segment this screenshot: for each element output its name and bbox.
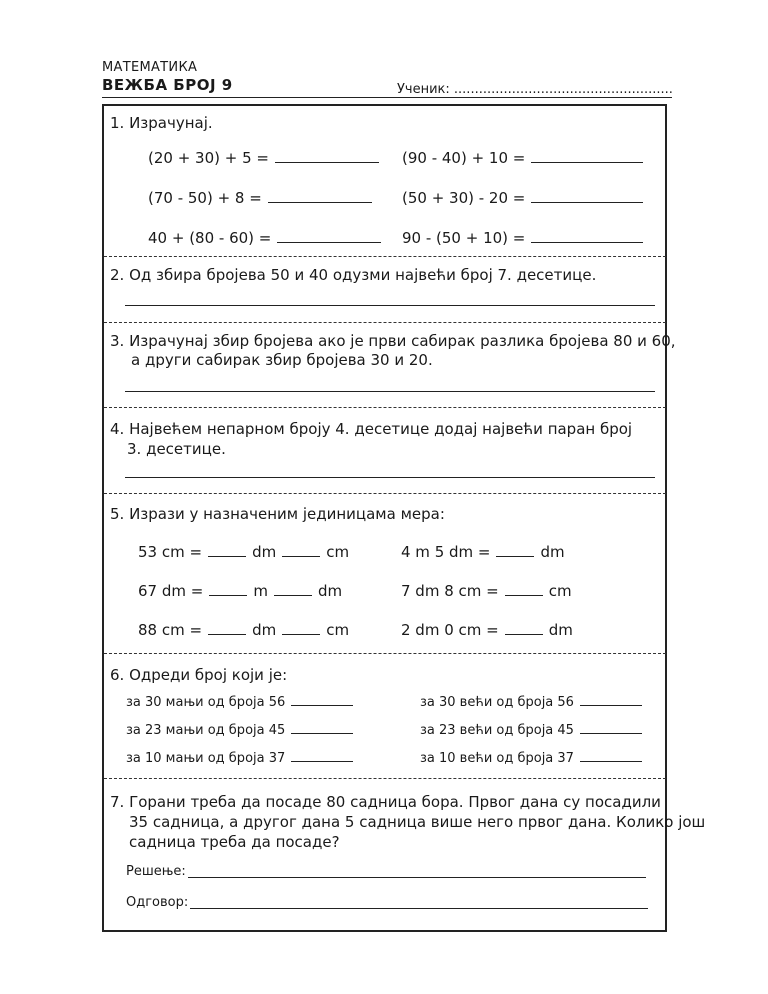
q5-conversion-right-3: 2 dm 0 cm = dm [401,621,573,639]
q2-answer-line[interactable] [125,305,655,306]
q7-prompt-line2: 35 садница, а другог дана 5 садница више него првог дана. Колико још [129,813,706,831]
section-divider [104,256,666,257]
q1-expr-right-3: 90 - (50 + 10) = [402,229,643,247]
answer-line[interactable] [190,908,648,909]
q5-conversion-left-1: 53 cm = dm cm [138,543,350,561]
answer-blank[interactable] [274,594,312,596]
q1-expr-right-2: (50 + 30) - 20 = [402,189,643,207]
answer-blank[interactable] [277,241,381,243]
answer-blank[interactable] [282,633,320,635]
q4-prompt-line2: 3. десетице. [127,440,226,458]
answer-blank[interactable] [291,732,353,734]
answer-blank[interactable] [505,594,543,596]
q6-prompt: 6. Одреди број који је: [110,666,288,684]
student-name-field[interactable]: Ученик: ..................................................... [397,82,673,97]
section-divider [104,322,666,323]
worksheet-title: ВЕЖБА БРОЈ 9 [102,76,233,94]
q1-expr-left-2: (70 - 50) + 8 = [148,189,372,207]
q3-answer-line[interactable] [125,391,655,392]
answer-blank[interactable] [282,555,320,557]
answer-blank[interactable] [208,555,246,557]
answer-blank[interactable] [580,704,642,706]
q7-prompt-line3: садница треба да посаде? [129,833,340,851]
answer-blank[interactable] [291,704,353,706]
q7-prompt-line1: 7. Горани треба да посаде 80 садница бора. Првог дана су посадили [110,793,661,811]
answer-blank[interactable] [531,201,643,203]
q3-prompt-line2: а други сабирак збир бројева 30 и 20. [131,351,433,369]
q1-expr-left-1: (20 + 30) + 5 = [148,149,379,167]
q1-expr-right-1: (90 - 40) + 10 = [402,149,643,167]
q6-item-right-2: за 23 већи од броја 45 [420,723,642,738]
answer-label: Одговор: [126,895,189,910]
answer-blank[interactable] [291,760,353,762]
q3-prompt-line1: 3. Израчунај збир бројева ако је први сабирак разлика бројева 80 и 60, [110,332,676,350]
q6-item-left-1: за 30 мањи од броја 56 [126,695,353,710]
q4-answer-line[interactable] [125,477,655,478]
q6-item-right-1: за 30 већи од броја 56 [420,695,642,710]
header-divider [102,97,672,98]
q6-item-right-3: за 10 већи од броја 37 [420,751,642,766]
subject-label: МАТЕМАТИКА [102,60,198,75]
answer-blank[interactable] [275,161,379,163]
section-divider [104,653,666,654]
section-divider [104,778,666,779]
solution-line[interactable] [188,877,646,878]
q1-prompt: 1. Израчунај. [110,114,213,132]
solution-label: Решење: [126,864,186,879]
q5-conversion-left-2: 67 dm = m dm [138,582,343,600]
q6-item-left-2: за 23 мањи од броја 45 [126,723,353,738]
q5-conversion-left-3: 88 cm = dm cm [138,621,350,639]
q5-prompt: 5. Изрази у назначеним јединицама мера: [110,505,445,523]
q1-expr-left-3: 40 + (80 - 60) = [148,229,381,247]
section-divider [104,407,666,408]
answer-blank[interactable] [209,594,247,596]
answer-blank[interactable] [580,760,642,762]
answer-blank[interactable] [496,555,534,557]
answer-blank[interactable] [531,241,643,243]
answer-blank[interactable] [268,201,372,203]
answer-blank[interactable] [505,633,543,635]
answer-blank[interactable] [208,633,246,635]
section-divider [104,493,666,494]
q6-item-left-3: за 10 мањи од броја 37 [126,751,353,766]
q5-conversion-right-1: 4 m 5 dm = dm [401,543,565,561]
answer-blank[interactable] [531,161,643,163]
q4-prompt-line1: 4. Највећем непарном броју 4. десетице додај највећи паран број [110,420,633,438]
answer-blank[interactable] [580,732,642,734]
q2-prompt: 2. Од збира бројева 50 и 40 одузми највећи број 7. десетице. [110,266,597,284]
q5-conversion-right-2: 7 dm 8 cm = cm [401,582,572,600]
